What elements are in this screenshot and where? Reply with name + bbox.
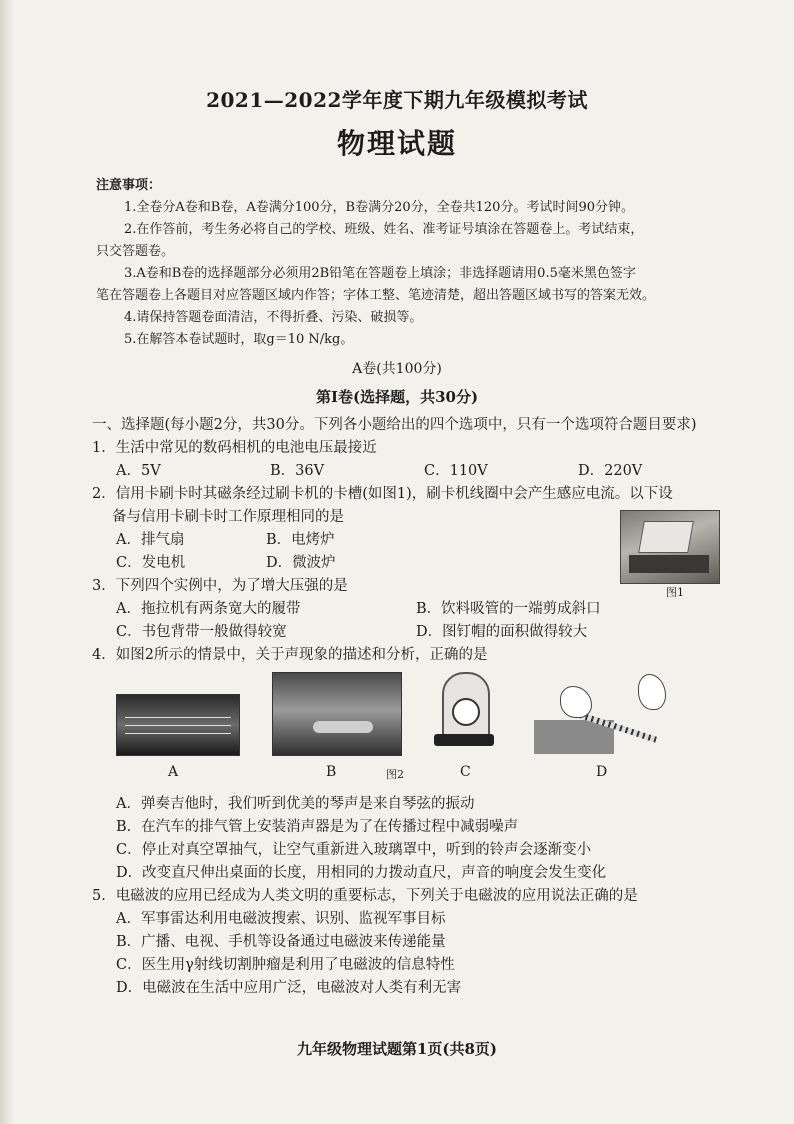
q5-option: A．军事雷达利用电磁波搜索、识别、监视军事目标 [116,911,446,927]
ruler-on-table-diagram [530,672,670,754]
q2-stem: 2．信用卡刷卡时其磁条经过刷卡机的卡槽(如图1)，刷卡机线圈中会产生感应电流。以下设 [92,486,673,502]
q5-option: D．电磁波在生活中应用广泛，电磁波对人类有利无害 [116,980,462,996]
figure2-caption: 图2 [386,768,404,781]
notice-item: 2.在作答前，考生务必将自己的学校、班级、姓名、准考证号填涂在答题卷上。考试结束， [124,222,644,237]
notice-section [96,175,716,351]
q3-options [92,598,732,621]
q2-option: C．发电机 [116,555,186,571]
q4-option: B．在汽车的排气管上安装消声器是为了在传播过程中减弱噪声 [116,819,519,835]
alarm-clock-icon [452,698,480,726]
q2-option: A．排气扇 [116,532,185,548]
q3-option: D．图钉帽的面积做得较大 [416,624,588,640]
exam-title: 2021—2022学年度下期九年级模拟考试 [206,88,588,112]
subject-title: 物理试题 [336,127,457,160]
guitar-string [125,717,231,718]
q4-stem: 4．如图2所示的情景中，关于声现象的描述和分析，正确的是 [92,647,488,663]
card-reader-photo [620,510,720,584]
q2-option: D．微波炉 [266,555,336,571]
page-edge-shadow [0,0,14,1124]
guitar-string [125,725,231,726]
q1-options [92,460,732,483]
muffler-shape [313,721,373,733]
page-footer: 九年级物理试题第1页(共8页) [296,1040,498,1058]
exhaust-pipe-photo [272,672,402,756]
q1-option: C．110V [424,463,488,479]
q3-option: A．拖拉机有两条宽大的履带 [116,601,301,617]
vacuum-bell-jar-diagram [434,668,494,758]
q1-option: A．5V [116,463,161,479]
hand-icon [638,674,666,710]
q2-option: B．电烤炉 [266,532,335,548]
q3-stem: 3．下列四个实例中，为了增大压强的是 [92,578,348,594]
q2-stem-cont: 备与信用卡刷卡时工作原理相同的是 [112,509,344,525]
q5-option: B．广播、电视、手机等设备通过电磁波来传递能量 [116,934,446,950]
q1-option: D．220V [578,463,643,479]
notice-item: 5.在解答本卷试题时，取g＝10 N/kg。 [124,332,354,347]
q3-options [92,621,732,644]
q4-option: A．弹奏吉他时，我们听到优美的琴声是来自琴弦的振动 [116,796,475,812]
q5-stem: 5．电磁波的应用已经成为人类文明的重要标志，下列关于电磁波的应用说法正确的是 [92,888,638,904]
q5-option: C．医生用γ射线切割肿瘤是利用了电磁波的信息特性 [116,957,455,973]
figure-label-b: B [326,764,337,780]
notice-heading: 注意事项： [96,178,162,193]
figure-label-a: A [168,764,179,780]
q4-option: D．改变直尺伸出桌面的长度，用相同的力拨动直尺，声音的响度会发生变化 [116,865,607,881]
choice-intro: 一、选择题(每小题2分，共30分。下列各小题给出的四个选项中，只有一个选项符合题目要求) [92,417,697,433]
guitar-string [125,733,231,734]
figure1-caption: 图1 [666,586,684,599]
q4-option: C．停止对真空罩抽气，让空气重新进入玻璃罩中，听到的铃声会逐渐变小 [116,842,592,858]
q1-stem: 1．生活中常见的数码相机的电池电压最接近 [92,440,377,456]
q3-option: C．书包背带一般做得较宽 [116,624,287,640]
reader-slot-shape [629,555,709,573]
notice-item: 只交答题卷。 [96,244,175,259]
section-a-title: A卷(共100分) [352,361,442,377]
notice-item: 1.全卷分A卷和B卷，A卷满分100分，B卷满分20分，全卷共120分。考试时间90分钟。 [124,200,634,215]
notice-item: 笔在答题卷上各题目对应答题区域内作答；字体工整、笔迹清楚，超出答题区域书写的答案无效。 [96,288,656,303]
part1-title: 第Ⅰ卷(选择题，共30分) [315,388,479,406]
figure-label-d: D [596,764,608,780]
guitar-photo [116,694,240,756]
notice-item: 4.请保持答题卷面清洁，不得折叠、污染、破损等。 [124,310,423,325]
q1-option: B．36V [270,463,325,479]
figure2-group [116,668,676,780]
figure-label-c: C [460,764,471,780]
q3-option: B．饮料吸管的一端剪成斜口 [416,601,601,617]
notice-item: 3.A卷和B卷的选择题部分必须用2B铅笔在答题卷上填涂；非选择题请用0.5毫米黑色签字 [124,266,636,281]
credit-card-shape [638,521,694,553]
jar-base-shape [434,734,494,746]
hand-icon [560,686,592,718]
